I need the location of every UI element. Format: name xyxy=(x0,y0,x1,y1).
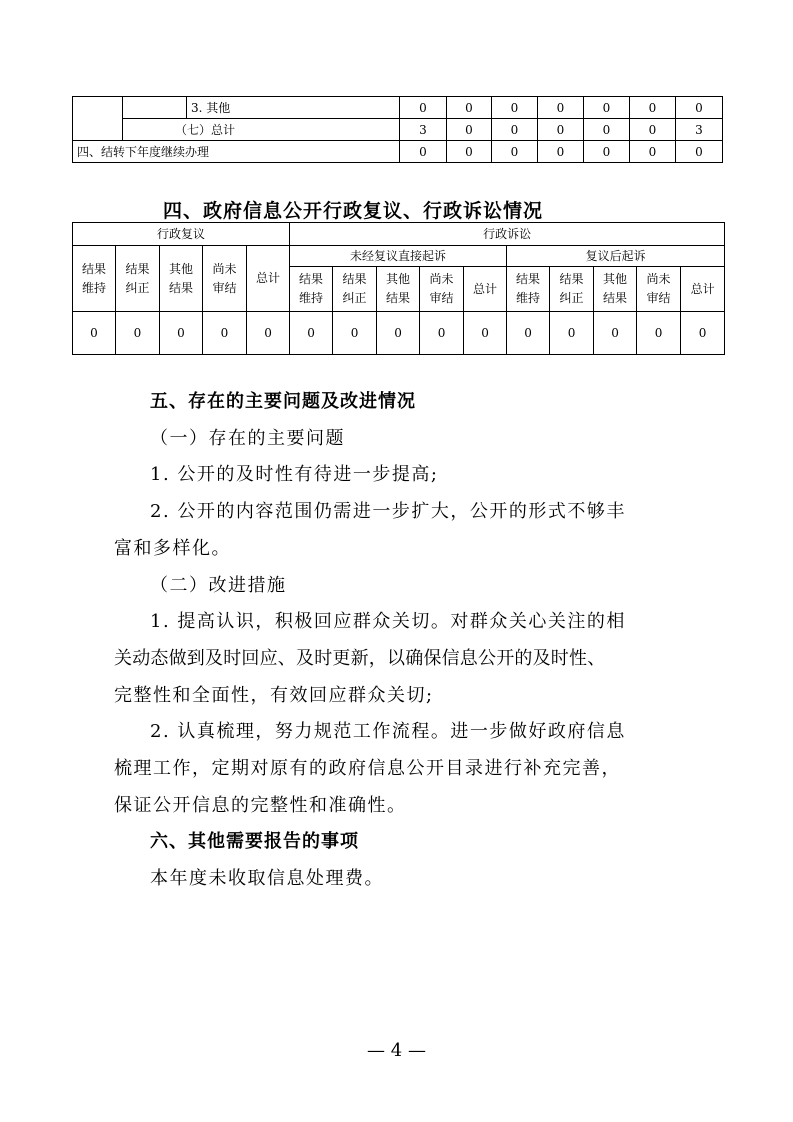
table-cell: 0 xyxy=(584,97,630,119)
table-cell: 0 xyxy=(538,119,584,141)
paragraph-continuation: 完整性和全面性，有效回应群众关切; xyxy=(114,684,434,706)
table-cell: 0 xyxy=(584,141,630,163)
table-cell xyxy=(123,97,187,119)
table-cell: 0 xyxy=(507,312,550,355)
table-cell: 0 xyxy=(420,312,464,355)
table-cell: 0 xyxy=(681,312,725,355)
table-cell: 0 xyxy=(400,141,447,163)
col-header: 结果 纠正 xyxy=(116,246,160,312)
col-header: 其他 结果 xyxy=(160,246,203,312)
table-cell: 3 xyxy=(676,119,723,141)
table-cell: 0 xyxy=(73,312,116,355)
table-row xyxy=(73,246,725,267)
table-cell: 3 xyxy=(400,119,447,141)
col-header: 总计 xyxy=(247,246,290,312)
direct-suit-header: 未经复议直接起诉 xyxy=(290,246,507,267)
subsection-heading: （一）存在的主要问题 xyxy=(150,427,345,449)
table-cell: 0 xyxy=(400,97,447,119)
table-cell: 0 xyxy=(538,97,584,119)
table-cell: 0 xyxy=(247,312,290,355)
col-header: 其他 结果 xyxy=(377,267,420,312)
table-cell: 0 xyxy=(538,141,584,163)
table-cell: 0 xyxy=(377,312,420,355)
review-litigation-table xyxy=(72,222,725,355)
table-cell: 0 xyxy=(676,97,723,119)
table-cell: 0 xyxy=(550,312,594,355)
col-header: 尚未 审结 xyxy=(203,246,247,312)
paragraph: 2. 公开的内容范围仍需进一步扩大，公开的形式不够丰 xyxy=(150,501,626,523)
after-review-suit-header: 复议后起诉 xyxy=(507,246,725,267)
table-cell: 0 xyxy=(630,141,676,163)
table-cell: 0 xyxy=(160,312,203,355)
table-row xyxy=(73,141,723,163)
table-cell: 0 xyxy=(447,97,492,119)
table-cell: 0 xyxy=(447,141,492,163)
table-row xyxy=(73,223,725,246)
table-row xyxy=(73,97,723,119)
table-cell: 0 xyxy=(594,312,637,355)
row-label: （七）总计 xyxy=(123,119,400,141)
table-cell: 0 xyxy=(116,312,160,355)
table-cell: 0 xyxy=(464,312,507,355)
table-cell: 0 xyxy=(333,312,377,355)
paragraph: 1. 提高认识，积极回应群众关切。对群众关心关注的相 xyxy=(150,611,626,633)
paragraph-continuation: 关动态做到及时回应、及时更新，以确保信息公开的及时性、 xyxy=(114,647,606,669)
col-header: 总计 xyxy=(464,267,507,312)
paragraph: 2. 认真梳理，努力规范工作流程。进一步做好政府信息 xyxy=(150,721,626,743)
table-cell: 0 xyxy=(584,119,630,141)
page-number: — 4 — xyxy=(367,1040,426,1061)
table-cell xyxy=(73,119,123,141)
paragraph-continuation: 梳理工作，定期对原有的政府信息公开目录进行补充完善， xyxy=(114,758,621,780)
table-cell xyxy=(73,97,123,119)
table-cell: 0 xyxy=(630,119,676,141)
row-label: 3. 其他 xyxy=(187,97,400,119)
table-cell: 0 xyxy=(492,97,538,119)
table-row xyxy=(73,119,723,141)
section-5-heading: 五、存在的主要问题及改进情况 xyxy=(150,391,416,412)
col-header: 尚未 审结 xyxy=(420,267,464,312)
paragraph-continuation: 富和多样化。 xyxy=(114,537,231,559)
section-4-heading: 四、政府信息公开行政复议、行政诉讼情况 xyxy=(163,200,544,222)
table-cell: 0 xyxy=(630,97,676,119)
col-header: 结果 纠正 xyxy=(550,267,594,312)
col-header: 结果 维持 xyxy=(290,267,333,312)
table-cell: 0 xyxy=(203,312,247,355)
col-header: 结果 纠正 xyxy=(333,267,377,312)
table-row xyxy=(73,312,725,355)
table-cell: 0 xyxy=(447,119,492,141)
table-cell: 0 xyxy=(492,119,538,141)
table-cell: 0 xyxy=(290,312,333,355)
subsection-heading: （二）改进措施 xyxy=(150,574,287,596)
admin-review-header: 行政复议 xyxy=(73,223,290,246)
col-header: 总计 xyxy=(681,267,725,312)
table-cell: 0 xyxy=(637,312,681,355)
col-header: 其他 结果 xyxy=(594,267,637,312)
admin-litigation-header: 行政诉讼 xyxy=(290,223,725,246)
paragraph: 1. 公开的及时性有待进一步提高; xyxy=(150,464,439,486)
col-header: 尚未 审结 xyxy=(637,267,681,312)
col-header: 结果 维持 xyxy=(73,246,116,312)
paragraph-continuation: 保证公开信息的完整性和准确性。 xyxy=(114,794,407,816)
row-label: 四、结转下年度继续办理 xyxy=(73,141,400,163)
table-cell: 0 xyxy=(492,141,538,163)
disclosure-stats-table-continued xyxy=(72,96,723,163)
section-6-heading: 六、其他需要报告的事项 xyxy=(150,831,359,853)
col-header: 结果 维持 xyxy=(507,267,550,312)
paragraph: 本年度未收取信息处理费。 xyxy=(150,868,384,890)
table-cell: 0 xyxy=(676,141,723,163)
report-body xyxy=(114,384,689,898)
